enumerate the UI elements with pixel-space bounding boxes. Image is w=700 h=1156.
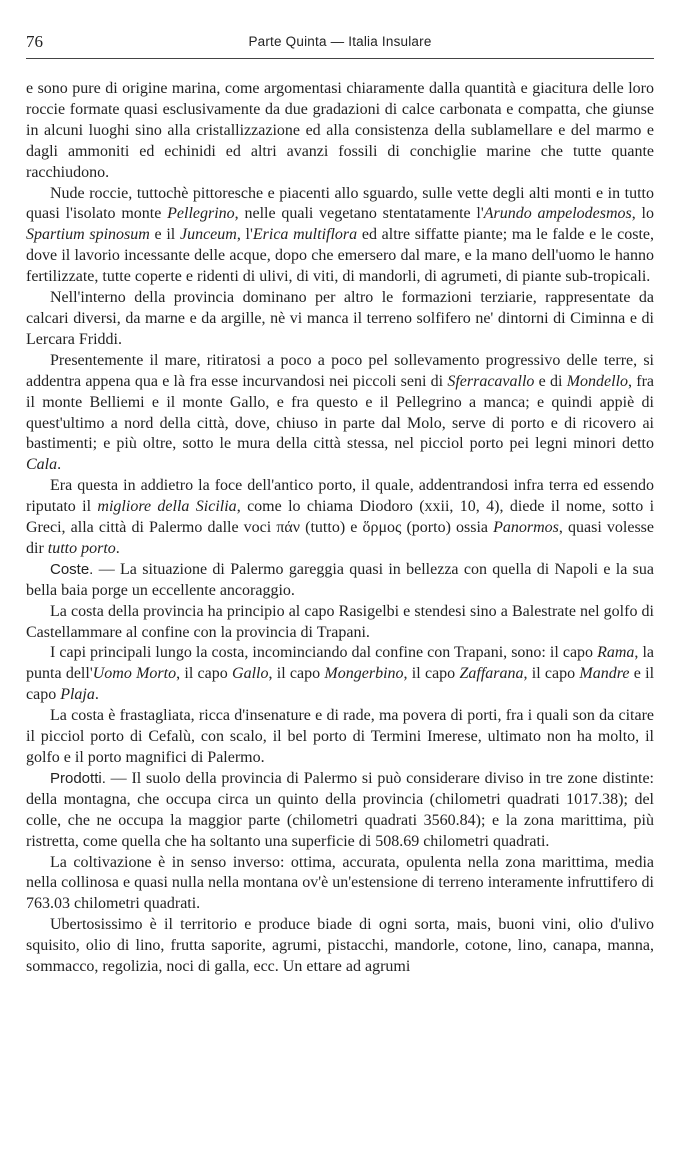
text-run: e di <box>534 372 567 390</box>
italic-term: Erica multiflora <box>252 226 358 244</box>
text-run: Ubertosissimo è il territorio e produce biade di ogni sorta, mais, buoni vini, olio d'ulivo squisito, olio di lino, frutta saporite, agrumi, pistacchi, mandorle, cotone, lino, canapa, manna, sommacco, regolizia, noci di galla, ecc. Un ettare ad agrumi <box>26 916 654 976</box>
italic-term: migliore della Sicilia <box>97 498 237 516</box>
text-run: Nell'interno della provincia dominano per altro le formazioni terziarie, rappresentate da calcari diversi, da marne e da argille, nè vi manca il terreno solfifero ne' dintorni di Ciminna e di Lercara Friddi. <box>26 289 654 348</box>
italic-term: Spartium spinosum <box>26 226 150 244</box>
italic-term: Mandre <box>579 665 630 683</box>
running-head: Parte Quinta — Italia Insulare <box>248 34 432 49</box>
italic-term: Panormos <box>493 519 559 537</box>
section-side-heading: Prodotti. <box>50 769 106 787</box>
text-run: Era questa in addietro la foce dell'antico porto, il quale, addentrandosi infra terra ed essendo riputato il <box>26 477 654 516</box>
text-run: , come lo chiama Diodoro (xxii, 10, 4), diede il nome, sotto i Greci, alla città di Palermo dalle voci πάν (tutto) e ὅρμος (porto) ossia <box>26 498 655 537</box>
italic-term: Arundo ampelodesmos <box>483 205 632 223</box>
text-run: Nude roccie, tuttochè pittoresche e piacenti allo sguardo, sulle vette degli alti monti e in tutto quasi l'isolato monte <box>26 184 654 223</box>
text-run: e il <box>149 226 180 244</box>
page-header <box>26 30 654 59</box>
text-run: Presentemente il mare, ritiratosi a poco a poco pel sollevamento progressivo delle terre, si addentra appena qua e là fra esse incurvandosi nei piccoli seni di <box>26 351 654 390</box>
text-run: , il capo <box>403 665 460 683</box>
text-run: , il capo <box>268 665 325 683</box>
text-run: — Il suolo della provincia di Palermo si può considerare diviso in tre zone distinte: della montagna, che occupa circa un quinto della provincia (chilometri quadrati 1017.38); del colle, che ne occupa la maggior parte (chilometri quadrati 3560.84); e la zona marittima, più ristretta, come quella che ha soltanto una superficie di 508.69 chilometri quadrati. <box>26 769 654 850</box>
section-side-heading: Coste. <box>50 560 94 578</box>
italic-term: Cala <box>26 456 58 474</box>
text-run: . <box>57 456 62 474</box>
body-text <box>26 79 654 978</box>
italic-term: Pellegrino <box>167 205 235 223</box>
paragraph <box>26 476 654 560</box>
text-run: , fra il monte Belliemi e il monte Gallo, e fra questo e il Pellegrino a manca; e quindi appiè di quest'ultimo a nord della città, dove, chiuso in parte dal Molo, serve di porto e di ricovero ai bastimenti; e più oltre, sotto le mura della città stessa, nel picciol porto pei legni minori detto <box>26 372 655 453</box>
italic-term: Gallo <box>232 665 269 683</box>
italic-term: Rama <box>597 644 635 662</box>
text-run: . <box>115 539 120 557</box>
italic-term: Zaffarana <box>459 665 524 683</box>
text-run: , la punta dell' <box>26 644 655 683</box>
italic-term: Uomo Morto <box>92 665 177 683</box>
italic-term: Sferracavallo <box>447 372 535 390</box>
text-run: I capi principali lungo la costa, incominciando dal confine con Trapani, sono: il capo <box>50 644 598 662</box>
paragraph <box>26 706 654 769</box>
italic-term: Junceum <box>179 226 237 244</box>
italic-term: Mondello <box>566 372 629 390</box>
paragraph <box>26 184 654 289</box>
text-run: , nelle quali vegetano stentatamente l' <box>234 205 484 223</box>
text-run: e il capo <box>26 665 655 704</box>
italic-term: tutto porto <box>47 539 116 557</box>
text-run: , quasi volesse dir <box>26 519 655 557</box>
paragraph <box>26 560 654 602</box>
italic-term: Mongerbino <box>324 665 404 683</box>
text-run: , il capo <box>523 665 580 683</box>
paragraph <box>26 79 654 184</box>
text-run: La coltivazione è in senso inverso: ottima, accurata, opulenta nella zona marittima, media nella collinosa e quasi nulla nella montana ov'è un'estensione di terreno interamente infruttifero di 763.03 chilometri quadrati. <box>26 853 654 913</box>
book-page <box>26 30 654 978</box>
text-run: , l' <box>236 226 253 244</box>
text-run: — La situazione di Palermo gareggia quasi in bellezza con quella di Napoli e la sua bella baia porge un eccellente ancoraggio. <box>26 560 654 599</box>
paragraph <box>26 351 654 476</box>
paragraph <box>26 643 654 706</box>
text-run: e sono pure di origine marina, come argomentasi chiaramente dalla quantità e giacitura delle loro roccie formate quasi esclusivamente da due gradazioni di calce carbonata e compatta, che giunse in alcuni luoghi sino alla cristallizzazione ed alla consistenza della sublamellare e del marmo e dagli ammoniti ed echinidi ed altri avanzi fossili di conchiglie marine che tutte quante racchiudono. <box>26 80 654 181</box>
italic-term: Plaja <box>60 686 95 704</box>
text-run: La costa della provincia ha principio al capo Rasigelbi e stendesi sino a Balestrate nel golfo di Castellammare al confine con la provincia di Trapani. <box>26 602 654 641</box>
text-run: La costa è frastagliata, ricca d'insenature e di rade, ma povera di porti, fra i quali son da citare il picciol porto di Cefalù, con scalo, il bel porto di Termini Imerese, ultimato non ha molto, il golfo e il porto magnifici di Palermo. <box>26 707 654 766</box>
paragraph <box>26 602 654 644</box>
text-run: . <box>94 686 99 704</box>
text-run: , lo <box>631 205 654 223</box>
page-number: 76 <box>26 32 43 51</box>
paragraph <box>26 915 654 978</box>
text-run: ed altre siffatte piante; ma le falde e le coste, dove il lavorio incessante delle acque, dopo che emersero dal mare, e la mano dell'uomo le hanno fertilizzate, tutte coperte e ridenti di ulivi, di viti, di mandorli, di agrumeti, di piante sub-tropicali. <box>26 226 655 286</box>
paragraph <box>26 853 654 916</box>
paragraph <box>26 769 654 853</box>
text-run: , il capo <box>176 665 233 683</box>
paragraph <box>26 288 654 351</box>
